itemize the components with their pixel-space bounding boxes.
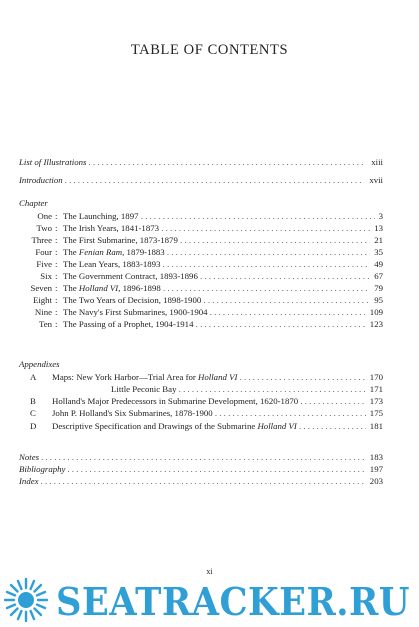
toc-row-chapter[interactable]	[0, 210, 419, 222]
toc-page: 49	[370, 258, 383, 270]
title-text: Descriptive Specification and Drawings of the Submarine	[52, 421, 258, 431]
chapter-title: The Two Years of Decision, 1898-1900 . . .	[63, 294, 383, 306]
chapter-heading: Chapter	[19, 198, 48, 208]
appendix-title: Holland's Major Predecessors in Submarine Development, 1620-1870 . . .	[52, 395, 372, 407]
appendix-letter: D	[30, 421, 37, 431]
toc-row-appendix[interactable]	[0, 383, 419, 395]
toc-page: 21	[370, 234, 383, 246]
chapter-number: One	[37, 211, 52, 221]
toc-row-back-matter[interactable]	[0, 451, 419, 463]
separator-colon: :	[55, 247, 58, 257]
toc-page: 203	[366, 475, 383, 487]
chapter-number: Six	[40, 271, 52, 281]
toc-row-chapter[interactable]	[0, 282, 419, 294]
toc-row-list-of-illustrations[interactable]	[0, 156, 419, 168]
chapter-number: Five	[36, 259, 52, 269]
title-text: 1879-1883	[124, 247, 165, 257]
toc-row-chapter[interactable]	[0, 258, 419, 270]
page-number: xi	[206, 567, 213, 576]
chapter-number: Eight	[32, 295, 52, 305]
appendix-title	[52, 371, 372, 383]
toc-title: Index . . .	[19, 475, 364, 487]
toc-row-chapter[interactable]	[0, 246, 419, 258]
chapter-title: The Government Contract, 1893-1896 . . .	[63, 270, 383, 282]
separator-colon: :	[55, 259, 58, 269]
chapter-title: The Launching, 1897 . . .	[63, 210, 383, 222]
toc-page: 67	[370, 270, 383, 282]
toc-row-chapter[interactable]	[0, 306, 419, 318]
toc-page: 35	[370, 246, 383, 258]
toc-page: 181	[366, 420, 383, 432]
toc-row-back-matter[interactable]	[0, 475, 419, 487]
toc-row-chapter[interactable]	[0, 222, 419, 234]
title-italic: Fenian Ram,	[78, 247, 125, 257]
separator-colon: :	[55, 307, 58, 317]
toc-row-appendix[interactable]	[0, 407, 419, 419]
watermark-text: SEATRACKER.RU	[56, 579, 410, 624]
toc-page: 13	[370, 222, 383, 234]
chapter-title	[63, 282, 383, 294]
separator-colon: :	[55, 283, 58, 293]
chapter-number: Seven	[30, 283, 52, 293]
toc-row-chapter[interactable]	[0, 318, 419, 330]
toc-page: 3	[375, 210, 383, 222]
toc-page: 173	[366, 395, 383, 407]
separator-colon: :	[55, 319, 58, 329]
title-text: 1896-1898	[120, 283, 161, 293]
toc-page: xiii	[367, 156, 383, 168]
appendixes-heading: Appendixes	[19, 359, 60, 369]
toc-page: 95	[370, 294, 383, 306]
separator-colon: :	[55, 211, 58, 221]
toc-title: List of Illustrations . . .	[19, 156, 364, 168]
appendix-title	[52, 420, 372, 432]
chapter-number: Four	[35, 247, 52, 257]
toc-row-chapter[interactable]	[0, 234, 419, 246]
toc-row-appendix[interactable]	[0, 420, 419, 432]
title-italic: Holland VI	[257, 421, 297, 431]
page-title: TABLE OF CONTENTS	[130, 42, 289, 58]
chapter-number: Ten	[38, 319, 52, 329]
toc-title: Bibliography . . .	[19, 463, 364, 475]
toc-title: Introduction . . .	[19, 174, 364, 186]
toc-page: 123	[366, 318, 383, 330]
separator-colon: :	[55, 271, 58, 281]
toc-page: 183	[366, 451, 383, 463]
watermark	[0, 574, 419, 627]
toc-row-appendix[interactable]	[0, 395, 419, 407]
toc-row-chapter[interactable]	[0, 270, 419, 282]
toc-title: Notes . . .	[19, 451, 364, 463]
chapter-title	[63, 246, 383, 258]
appendix-title: John P. Holland's Six Submarines, 1878-1900 . . .	[52, 407, 372, 419]
chapter-title: The Irish Years, 1841-1873 . . .	[63, 222, 383, 234]
title-text: Maps: New York Harbor—Trial Area for	[52, 372, 199, 382]
appendix-letter: B	[30, 396, 36, 406]
toc-page: 197	[366, 463, 383, 475]
chapter-title: The First Submarine, 1873-1879 . . .	[63, 234, 383, 246]
chapter-number: Two	[36, 223, 52, 233]
appendix-title: Little Peconic Bay . . .	[111, 383, 372, 395]
title-text: The	[63, 247, 79, 257]
toc-page: 171	[366, 383, 383, 395]
chapter-number: Nine	[34, 307, 52, 317]
title-italic: Holland VI	[198, 372, 238, 382]
toc-row-chapter[interactable]	[0, 294, 419, 306]
toc-page: 170	[366, 371, 383, 383]
toc-row-introduction[interactable]	[0, 174, 419, 186]
appendix-letter: C	[30, 408, 36, 418]
chapter-number: Three	[31, 235, 52, 245]
sun-burst-icon	[5, 579, 47, 621]
title-text: The	[63, 283, 79, 293]
toc-page: 175	[366, 407, 383, 419]
separator-colon: :	[55, 295, 58, 305]
title-italic: Holland VI,	[78, 283, 121, 293]
chapter-title: The Lean Years, 1883-1893 . . .	[63, 258, 383, 270]
toc-page: 79	[370, 282, 383, 294]
chapter-title: The Passing of a Prophet, 1904-1914 . . .	[63, 318, 383, 330]
toc-page: 109	[366, 306, 383, 318]
separator-colon: :	[55, 223, 58, 233]
toc-page: xvii	[365, 174, 383, 186]
toc-row-back-matter[interactable]	[0, 463, 419, 475]
appendix-letter: A	[30, 372, 37, 382]
toc-row-appendix[interactable]	[0, 371, 419, 383]
chapter-title: The Navy's First Submarines, 1900-1904 . . .	[63, 306, 383, 318]
separator-colon: :	[55, 235, 58, 245]
